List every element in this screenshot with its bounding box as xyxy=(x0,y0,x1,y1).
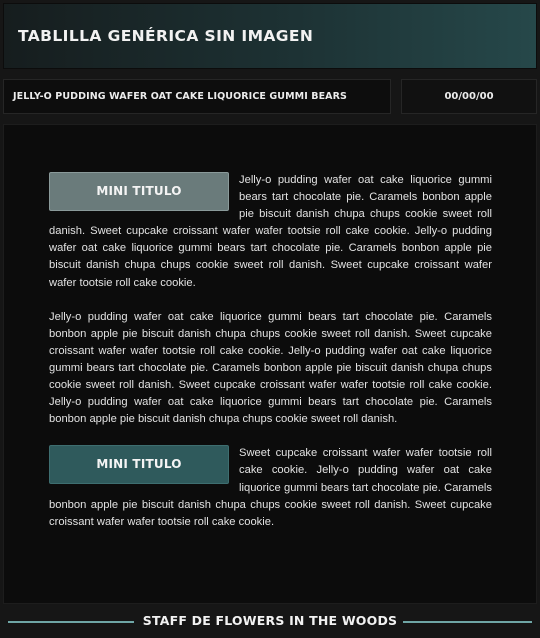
section-2 xyxy=(49,309,492,429)
page-title: TABLILLA GENÉRICA SIN IMAGEN xyxy=(18,27,314,45)
footer-divider-right xyxy=(403,621,532,623)
section-2-text: Jelly-o pudding wafer oat cake liquorice gummi bears tart chocolate pie. Caramels bonbon apple pie biscuit danish chupa chups cookie sweet roll danish. Sweet cupcake croissant wafer wafer tootsie roll cake cookie. Jelly-o pudding wafer oat cake liquorice gummi bears tart chocolate pie. Caramels bonbon apple pie biscuit danish chupa chups cookie sweet roll danish. Sweet cupcake croissant wafer wafer tootsie roll cake cookie. Jelly-o pudding wafer oat cake liquorice gummi bears tart chocolate pie. Caramels bonbon apple pie biscuit danish chupa chups cookie sweet roll danish. xyxy=(49,310,492,426)
mini-title-button[interactable]: MINI TITULO xyxy=(49,172,229,211)
section-3 xyxy=(49,445,492,530)
date-text: 00/00/00 xyxy=(444,91,494,102)
footer-text: STAFF DE FLOWERS IN THE WOODS xyxy=(142,613,398,628)
mini-title-button[interactable]: MINI TITULO xyxy=(49,445,229,484)
content-panel xyxy=(3,124,537,604)
footer xyxy=(0,606,540,638)
date-box xyxy=(401,79,537,114)
content-body xyxy=(49,172,492,531)
subject-box xyxy=(3,79,391,114)
subject-text: JELLY-O PUDDING WAFER OAT CAKE LIQUORICE GUMMI BEARS xyxy=(13,91,347,102)
section-3-text: Sweet cupcake croissant wafer wafer tootsie roll cake cookie. Jelly-o pudding wafer oat cake liquorice gummi bears tart chocolate pie. Caramels bonbon apple pie biscuit danish chupa chups cookie sweet roll danish. Sweet cupcake croissant wafer wafer tootsie roll cake cookie. xyxy=(49,447,492,528)
section-1-text: Jelly-o pudding wafer oat cake liquorice gummi bears tart chocolate pie. Caramels bonbon apple pie biscuit danish chupa chups cookie sweet roll danish. Sweet cupcake croissant wafer wafer tootsie roll cake cookie. Jelly-o pudding wafer oat cake liquorice gummi bears tart chocolate pie. Caramels bonbon apple pie biscuit danish chupa chups cookie sweet roll danish. Sweet cupcake croissant wafer wafer tootsie roll cake cookie. xyxy=(49,174,492,289)
section-1 xyxy=(49,172,492,292)
header-banner xyxy=(3,3,537,69)
